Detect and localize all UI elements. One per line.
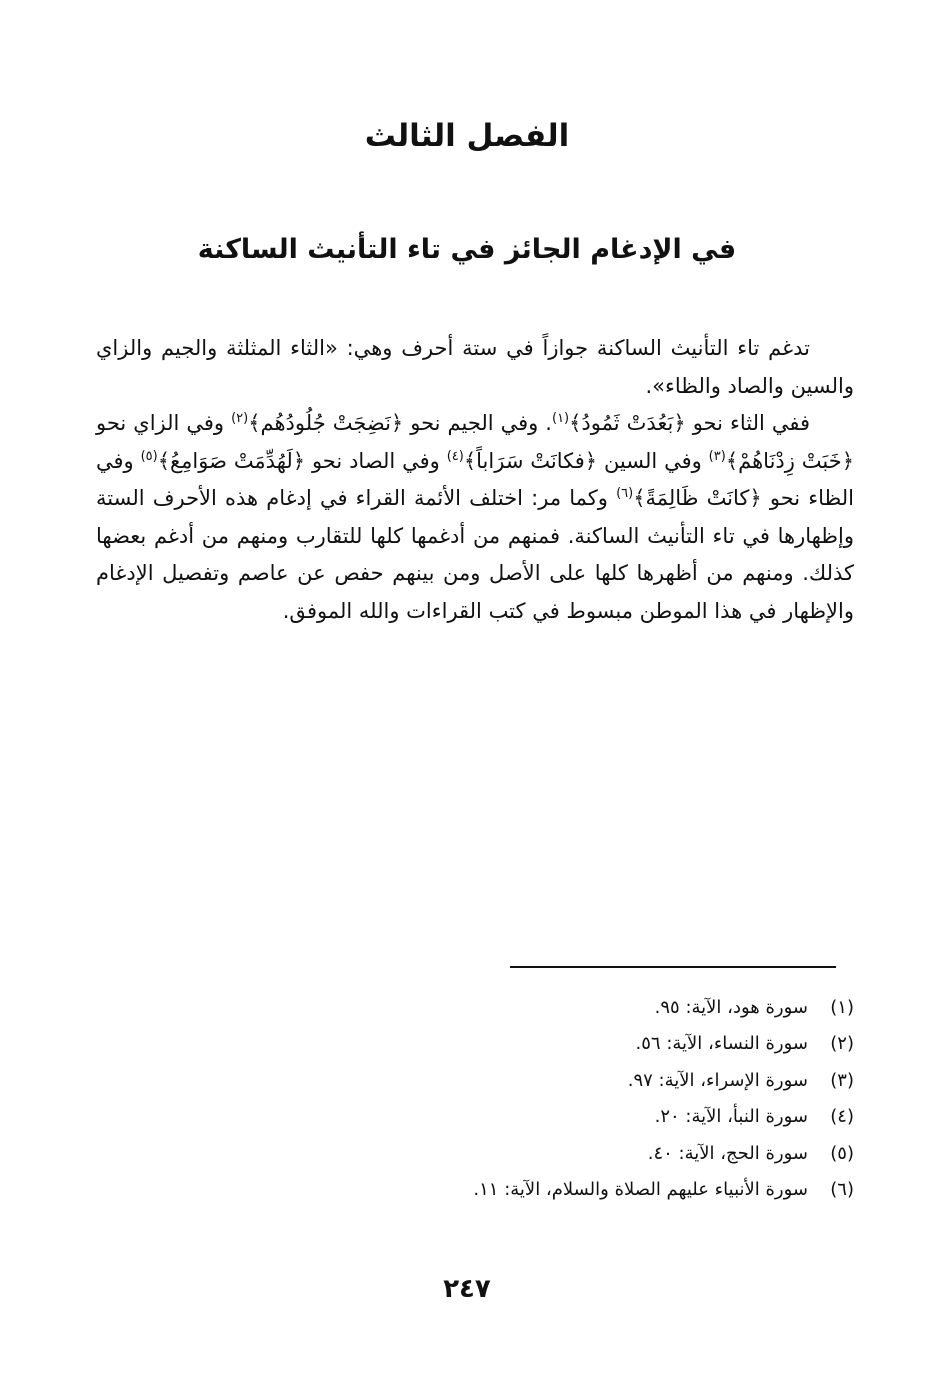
text-segment: ففي الثاء نحو ﴿بَعُدَتْ ثَمُودُ﴾: [569, 411, 810, 435]
footnote-text: سورة النساء، الآية: ٥٦.: [635, 1033, 808, 1055]
footnote-number: (٦): [830, 1179, 854, 1201]
footnote-ref: (٤): [446, 448, 464, 464]
footnote-number: (١): [830, 997, 854, 1018]
footnote-item: [94, 990, 854, 1026]
text-segment: وفي الصاد نحو ﴿لَهُدِّمَتْ صَوَامِعُ﴾: [157, 448, 447, 473]
footnote-item: [94, 1136, 854, 1172]
footnote-text: سورة الأنبياء عليهم الصلاة والسلام، الآية: ١١.: [473, 1179, 808, 1201]
footnote-number: (٣): [830, 1069, 854, 1091]
text-segment: وفي الزاي نحو ﴿خَبَتْ زِدْنَاهُمْ﴾: [96, 411, 855, 473]
footnote-text: سورة الحج، الآية: ٤٠.: [647, 1142, 808, 1164]
footnote-ref: (١): [551, 411, 570, 426]
text-segment: . وفي الجيم نحو ﴿نَضِجَتْ جُلُودُهُم﴾: [248, 411, 552, 435]
chapter-title: الفصل الثالث: [364, 118, 570, 154]
text-segment: وكما مر: اختلف الأئمة القراء في إدغام هذه الأحرف الستة وإظهارها في تاء التأنيث الساكنة. فمنهم من أدغمها كلها للتقارب ومنهم من أدغم بعضها كذلك. ومنهم من أظهرها كلها على الأصل ومن بينهم حفص عن عاصم وتفصيل الإدغام والإظهار في هذا الموطن مبسوط في كتب القراءات والله الموفق.: [96, 486, 854, 623]
body-text: [96, 330, 854, 630]
paragraph-intro: تدغم تاء التأنيث الساكنة جوازاً في ستة أحرف وهي: «الثاء المثلثة والجيم والزاي والسين والصاد والظاء».: [96, 336, 854, 398]
footnote-ref: (٦): [616, 486, 634, 501]
footnote-number: (٤): [830, 1106, 854, 1128]
footnotes-list: [94, 990, 854, 1208]
footnote-ref: (٢): [231, 411, 249, 426]
footnote-item: [94, 1026, 854, 1062]
footnote-number: (٥): [830, 1142, 854, 1164]
footnote-text: سورة النبأ، الآية: ٢٠.: [654, 1106, 808, 1128]
footnote-number: (٢): [830, 1033, 854, 1055]
section-title: في الإدغام الجائز في تاء التأنيث الساكنة: [197, 234, 737, 265]
footnote-item: [94, 1063, 854, 1099]
footnote-item: [94, 1099, 854, 1135]
text-segment: وفي الظاء نحو ﴿كانَتْ ظَالِمَةً﴾: [96, 448, 855, 510]
paragraph-examples: [96, 405, 854, 630]
footnote-divider: [510, 966, 836, 968]
footnote-text: سورة الإسراء، الآية: ٩٧.: [627, 1069, 808, 1091]
footnote-item: [94, 1172, 854, 1208]
footnote-ref: (٣): [708, 448, 726, 464]
text-segment: وفي السين ﴿فكانَتْ سَرَاباً﴾: [463, 448, 709, 473]
footnote-ref: (٥): [140, 448, 158, 464]
footnote-text: سورة هود، الآية: ٩٥.: [654, 997, 808, 1018]
page-number: ٢٤٧: [443, 1274, 491, 1304]
